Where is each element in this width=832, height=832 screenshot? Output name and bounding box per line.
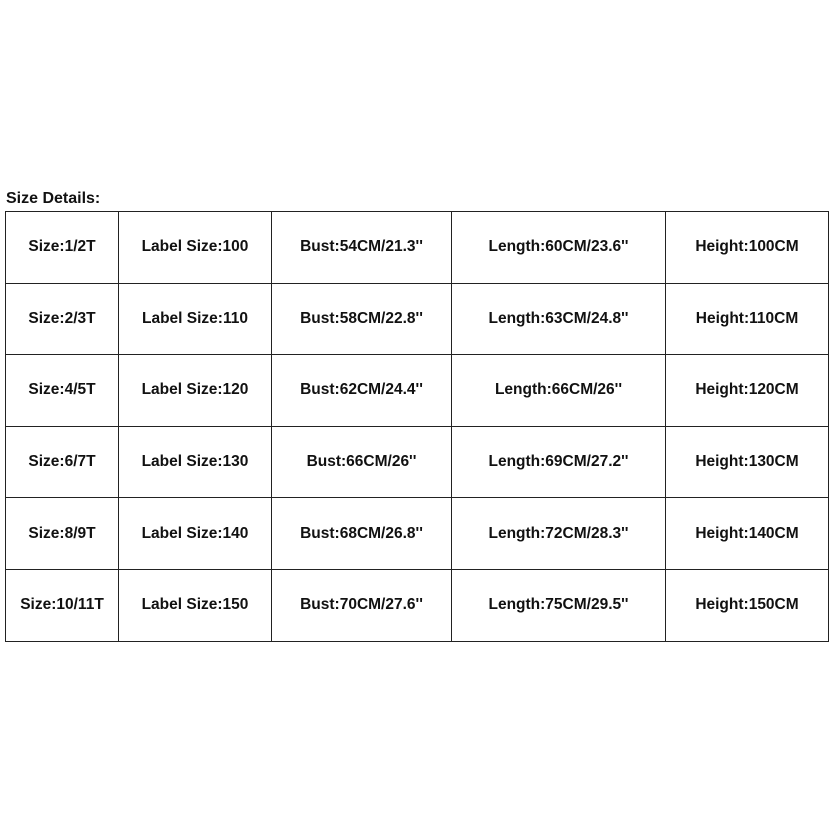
- label-size-cell: Label Size:100: [119, 212, 272, 284]
- table-row: [6, 498, 829, 570]
- size-details-title: Size Details:: [6, 190, 101, 207]
- bust-cell: Bust:58CM/22.8'': [272, 283, 452, 355]
- label-size-cell: Label Size:140: [119, 498, 272, 570]
- size-cell: Size:8/9T: [6, 498, 119, 570]
- bust-cell: Bust:66CM/26'': [272, 426, 452, 498]
- bust-cell: Bust:68CM/26.8'': [272, 498, 452, 570]
- table-row: [6, 283, 829, 355]
- length-cell: Length:69CM/27.2'': [452, 426, 666, 498]
- table-row: [6, 569, 829, 641]
- length-cell: Length:72CM/28.3'': [452, 498, 666, 570]
- label-size-cell: Label Size:130: [119, 426, 272, 498]
- length-cell: Length:66CM/26'': [452, 355, 666, 427]
- label-size-cell: Label Size:110: [119, 283, 272, 355]
- size-cell: Size:4/5T: [6, 355, 119, 427]
- height-cell: Height:140CM: [666, 498, 829, 570]
- height-cell: Height:110CM: [666, 283, 829, 355]
- height-cell: Height:120CM: [666, 355, 829, 427]
- bust-cell: Bust:54CM/21.3'': [272, 212, 452, 284]
- size-cell: Size:6/7T: [6, 426, 119, 498]
- size-cell: Size:1/2T: [6, 212, 119, 284]
- label-size-cell: Label Size:120: [119, 355, 272, 427]
- table-row: [6, 355, 829, 427]
- bust-cell: Bust:62CM/24.4'': [272, 355, 452, 427]
- height-cell: Height:130CM: [666, 426, 829, 498]
- table-row: [6, 212, 829, 284]
- length-cell: Length:63CM/24.8'': [452, 283, 666, 355]
- size-cell: Size:10/11T: [6, 569, 119, 641]
- bust-cell: Bust:70CM/27.6'': [272, 569, 452, 641]
- length-cell: Length:75CM/29.5'': [452, 569, 666, 641]
- size-cell: Size:2/3T: [6, 283, 119, 355]
- size-chart-table: [5, 211, 829, 642]
- height-cell: Height:100CM: [666, 212, 829, 284]
- table-row: [6, 426, 829, 498]
- label-size-cell: Label Size:150: [119, 569, 272, 641]
- height-cell: Height:150CM: [666, 569, 829, 641]
- length-cell: Length:60CM/23.6'': [452, 212, 666, 284]
